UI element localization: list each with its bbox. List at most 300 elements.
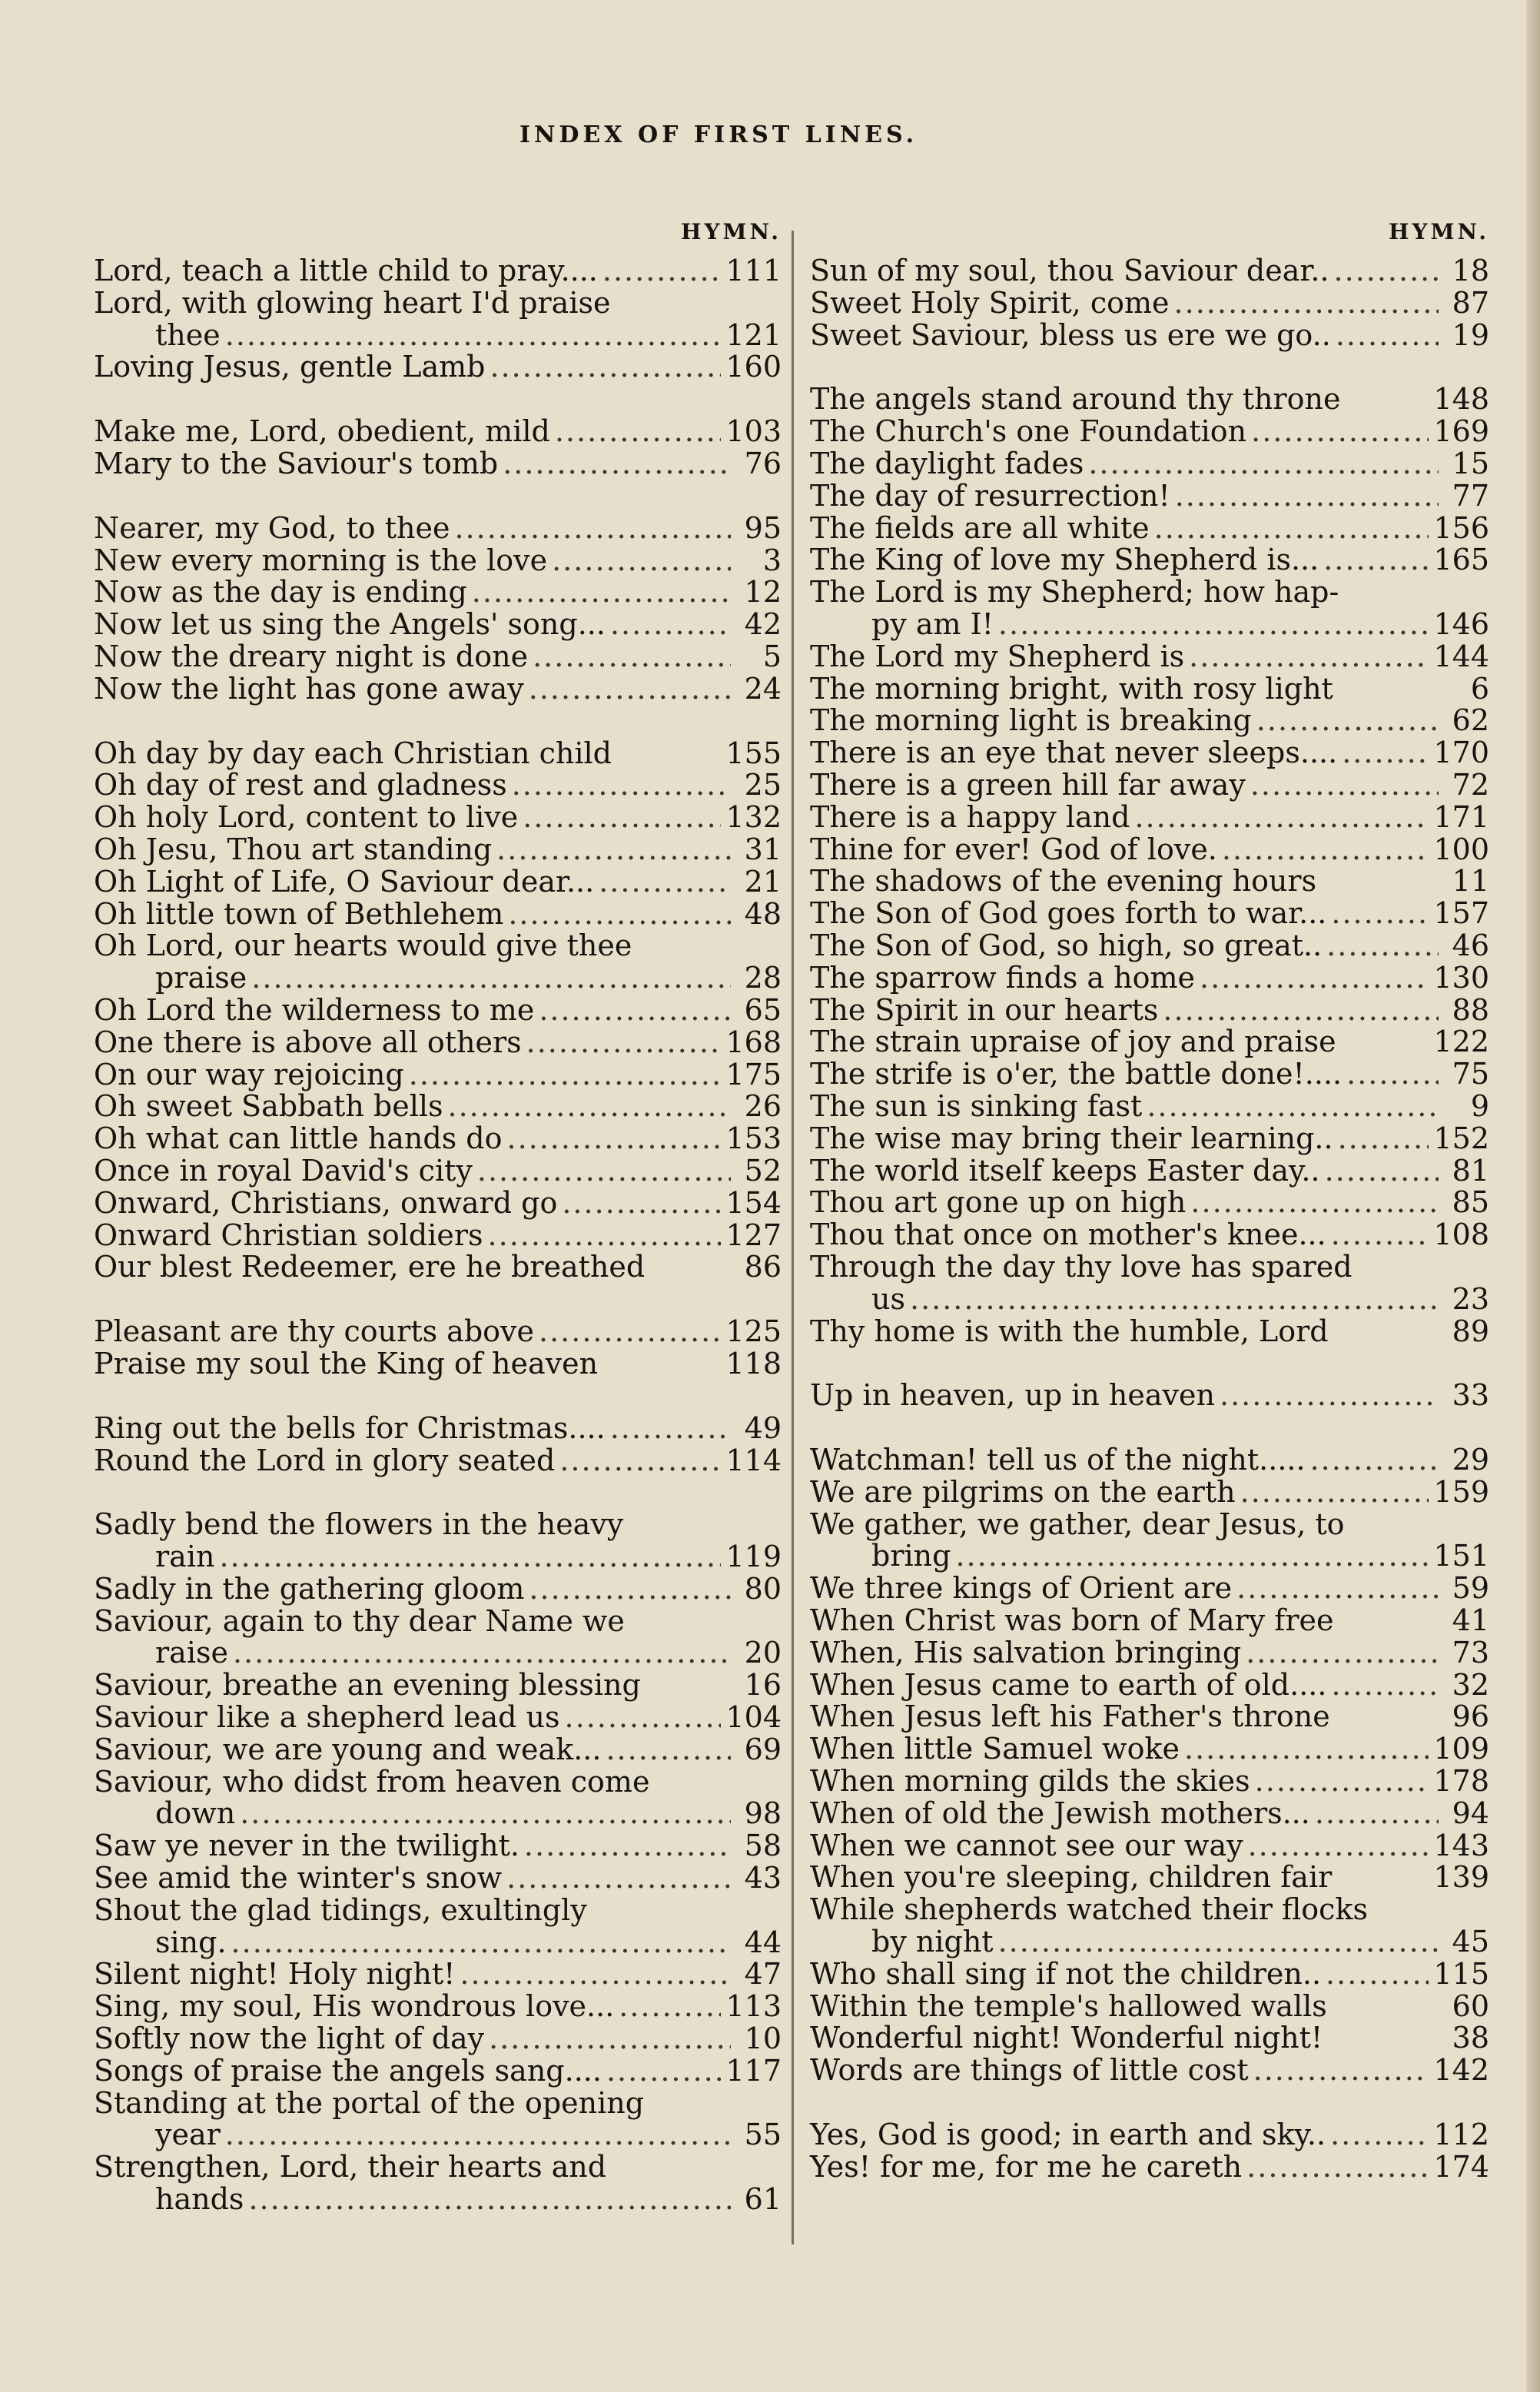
dot-leader [1154, 513, 1429, 545]
hymn-number: 41 [1452, 1603, 1489, 1638]
first-line-text: Who shall sing if not the children.. [810, 1956, 1322, 1991]
dot-leader [1323, 544, 1429, 576]
dot-leader [1250, 769, 1439, 802]
index-entry [94, 1027, 782, 1059]
hymn-number: 168 [725, 1025, 782, 1059]
first-line-text: Oh holy Lord, content to live [94, 800, 519, 835]
hymn-number: 48 [744, 896, 782, 931]
first-line-text: When Jesus came to earth of old.... [810, 1667, 1327, 1702]
entry-first-line [810, 1637, 1489, 1669]
hymn-number: 69 [744, 1732, 782, 1766]
first-line-text: The daylight fades [810, 446, 1084, 480]
entry-first-line [94, 545, 782, 577]
entry-continuation-line [94, 317, 782, 352]
hymn-number: 46 [1452, 928, 1489, 962]
first-line-text: Standing at the portal of the opening [94, 2085, 645, 2120]
first-line-text: thee [155, 317, 221, 352]
paper-edge [1526, 0, 1540, 2392]
first-line-text: The strife is o'er, the battle done!.... [810, 1057, 1343, 1091]
entry-first-line [94, 1445, 782, 1477]
index-entry [810, 1894, 1489, 1958]
dot-leader [251, 962, 731, 995]
index-entry [810, 737, 1489, 769]
dot-leader [248, 2184, 731, 2216]
dot-leader [506, 1123, 721, 1155]
index-entry [810, 799, 1489, 834]
first-line-text: praise [155, 961, 247, 995]
index-entry [94, 641, 782, 673]
hymn-number: 21 [744, 864, 782, 899]
hymn-number: 86 [744, 1250, 782, 1284]
first-line-text: hands [155, 2182, 244, 2217]
first-line-text: Now let us sing the Angels' song... [94, 607, 606, 642]
index-entry [810, 287, 1489, 320]
hymn-number: 115 [1433, 1956, 1489, 1991]
first-line-text: One there is above all others [94, 1025, 522, 1059]
index-entry [810, 1509, 1489, 1573]
hymn-number: 112 [1433, 2118, 1489, 2152]
entry-first-line [94, 255, 782, 287]
entry-first-line [810, 2055, 1489, 2087]
index-entry [94, 866, 782, 899]
entry-first-line [810, 384, 1489, 416]
hymn-number: 87 [1452, 285, 1489, 320]
first-line-text: Oh Lord the wilderness to me [94, 992, 535, 1027]
entry-first-line [94, 448, 782, 480]
index-entry [94, 448, 782, 480]
hymn-number: 156 [1433, 510, 1489, 545]
hymn-number: 20 [744, 1636, 782, 1670]
first-line-text: The strain upraise of joy and praise [810, 1025, 1336, 1059]
entry-first-line [810, 510, 1489, 545]
dot-leader [219, 1541, 721, 1573]
first-line-text: bring [871, 1539, 951, 1573]
index-entry [810, 2055, 1489, 2087]
entry-first-line [94, 287, 782, 320]
hymn-number: 154 [725, 1185, 782, 1220]
dot-leader [1175, 480, 1439, 513]
hymn-number: 159 [1433, 1474, 1489, 1509]
letter-group [94, 1509, 782, 2216]
index-entry [810, 705, 1489, 737]
dot-leader [1315, 1798, 1439, 1830]
dot-leader [955, 1540, 1429, 1573]
dot-leader [448, 1091, 732, 1123]
hymn-number: 103 [725, 414, 782, 449]
letter-group [810, 255, 1489, 351]
entry-first-line [810, 255, 1489, 287]
entry-first-line [810, 1219, 1489, 1251]
dot-leader [998, 609, 1429, 641]
dot-leader [1346, 1058, 1439, 1091]
index-entry [94, 1251, 782, 1284]
hymn-number: 6 [1470, 671, 1489, 706]
entry-continuation-line [810, 1281, 1489, 1316]
first-line-text: Loving Jesus, gentle Lamb [94, 350, 486, 384]
letter-group [94, 255, 782, 384]
dot-leader [1310, 1444, 1439, 1477]
hymn-number: 3 [762, 543, 782, 577]
dot-leader [539, 1316, 721, 1348]
hymn-number: 144 [1433, 639, 1489, 673]
entry-first-line [94, 1509, 782, 1541]
hymn-number: 28 [744, 961, 782, 995]
dot-leader [1248, 1830, 1429, 1862]
first-line-text: New every morning is the love [94, 543, 548, 577]
first-line-text: Now the light has gone away [94, 671, 524, 706]
first-line-text: Lord, teach a little child to pray.... [94, 254, 598, 287]
entry-first-line [94, 1766, 782, 1799]
hymn-number: 108 [1433, 1218, 1489, 1252]
entry-first-line [810, 1155, 1489, 1188]
index-entry [94, 738, 782, 770]
index-entry [94, 287, 782, 352]
entry-first-line [94, 1220, 782, 1252]
dot-leader [1338, 1123, 1429, 1155]
hymn-number: 26 [744, 1089, 782, 1124]
entry-continuation-line [94, 962, 782, 995]
entry-first-line [810, 834, 1489, 866]
entry-first-line [94, 2151, 782, 2184]
first-line-text: The Spirit in our hearts [810, 992, 1159, 1027]
first-line-text: py am I! [871, 606, 994, 641]
first-line-text: down [155, 1796, 236, 1831]
hymn-number: 118 [725, 1346, 782, 1380]
first-line-text: Saviour, who didst from heaven come [94, 1764, 650, 1799]
index-entry [94, 1445, 782, 1477]
entry-first-line [810, 1509, 1489, 1541]
entry-first-line [810, 930, 1489, 962]
first-line-text: The sparrow finds a home [810, 960, 1196, 995]
entry-first-line [94, 1603, 782, 1638]
hymn-number: 32 [1452, 1667, 1489, 1702]
hymn-number: 81 [1452, 1153, 1489, 1188]
hymn-number: 175 [725, 1057, 782, 1091]
first-line-text: We gather, we gather, dear Jesus, to [810, 1507, 1345, 1541]
entry-continuation-line [94, 1541, 782, 1573]
dot-leader [1325, 1155, 1439, 1188]
index-entry [94, 255, 782, 287]
dot-leader [910, 1284, 1439, 1316]
index-entry [810, 448, 1489, 480]
hymn-number: 60 [1452, 1988, 1489, 2023]
hymn-number: 38 [1452, 2021, 1489, 2055]
hymn-number: 117 [725, 2053, 782, 2088]
entry-first-line [810, 1701, 1489, 1733]
entry-continuation-line [810, 1926, 1489, 1958]
dot-leader [1222, 834, 1429, 866]
first-line-text: When we cannot see our way [810, 1828, 1243, 1862]
entry-first-line [810, 705, 1489, 737]
hymn-number: 127 [725, 1218, 782, 1252]
entry-first-line [810, 1251, 1489, 1284]
letter-group [94, 416, 782, 480]
hymn-number: 142 [1433, 2053, 1489, 2088]
entry-first-line [94, 1573, 782, 1606]
dot-leader [231, 1927, 731, 1959]
hymn-number: 153 [725, 1121, 782, 1156]
first-line-text: When Christ was born of Mary free [810, 1603, 1334, 1638]
hymn-number: 25 [744, 768, 782, 802]
entry-continuation-line [810, 606, 1489, 641]
index-entry [810, 1219, 1489, 1251]
entry-first-line [94, 2023, 782, 2055]
dot-leader [526, 1027, 722, 1059]
first-line-text: Round the Lord in glory seated [94, 1443, 556, 1477]
dot-leader [460, 1958, 731, 1991]
hymn-number: 114 [725, 1443, 782, 1477]
dot-leader [610, 609, 731, 641]
first-line-text: Mary to the Saviour's tomb [94, 446, 499, 480]
column-divider [792, 231, 794, 2244]
hymn-number: 77 [1452, 478, 1489, 513]
index-entry [810, 1733, 1489, 1766]
hymn-number: 132 [725, 800, 782, 835]
dot-leader [619, 1991, 721, 2023]
hymn-number: 111 [725, 254, 782, 287]
hymn-number: 96 [1452, 1699, 1489, 1734]
hymn-number: 73 [1452, 1635, 1489, 1669]
index-entry [94, 1220, 782, 1252]
entry-first-line [94, 1734, 782, 1766]
first-line-text: Saviour like a shepherd lead us [94, 1700, 560, 1735]
index-entry [810, 576, 1489, 641]
first-line-text: There is an eye that never sleeps.... [810, 736, 1338, 770]
hymn-number: 122 [1433, 1025, 1489, 1059]
entry-first-line [94, 1027, 782, 1059]
entry-first-line [94, 609, 782, 641]
first-line-text: Onward Christian soldiers [94, 1218, 483, 1252]
index-entry [810, 641, 1489, 673]
first-line-text: The King of love my Shepherd is... [810, 543, 1319, 577]
index-entry [810, 1830, 1489, 1862]
index-entry [94, 609, 782, 641]
hymn-number: 146 [1433, 606, 1489, 641]
dot-leader [1200, 962, 1429, 995]
dot-leader [1190, 1187, 1439, 1219]
index-entry [810, 255, 1489, 287]
first-line-text: Saviour, we are young and weak... [94, 1732, 602, 1766]
entry-first-line [810, 1766, 1489, 1798]
letter-group [810, 2119, 1489, 2184]
dot-leader [225, 320, 722, 352]
first-line-text: Sun of my soul, thou Saviour dear.. [810, 254, 1329, 287]
first-line-text: Up in heaven, up in heaven [810, 1378, 1215, 1413]
first-line-text: Silent night! Holy night! [94, 1957, 456, 1992]
entry-continuation-line [94, 2184, 782, 2216]
entry-first-line [94, 641, 782, 673]
dot-leader [610, 1413, 731, 1445]
index-entry [94, 1734, 782, 1766]
first-line-text: Softly now the light of day [94, 2022, 485, 2056]
entry-first-line [810, 769, 1489, 802]
index-entry [810, 384, 1489, 416]
index-entry [810, 1444, 1489, 1477]
entry-first-line [810, 576, 1489, 609]
hymn-number: 119 [725, 1540, 782, 1574]
entry-first-line [810, 641, 1489, 673]
dot-leader [1189, 641, 1429, 673]
entry-first-line [810, 2119, 1489, 2151]
dot-leader [552, 545, 731, 577]
index-entry [94, 1348, 782, 1380]
dot-leader [472, 576, 731, 609]
first-line-text: Wonderful night! Wonderful night! [810, 2021, 1323, 2055]
entry-first-line [810, 448, 1489, 480]
index-entry [810, 1251, 1489, 1316]
index-entry [94, 1958, 782, 1991]
first-line-text: Yes! for me, for me he careth [810, 2149, 1243, 2184]
index-entry [810, 1155, 1489, 1188]
right-column-header: HYMN. [1389, 219, 1489, 244]
dot-leader [555, 416, 722, 448]
entry-first-line [810, 1573, 1489, 1605]
right-column-entries [810, 255, 1489, 2184]
dot-leader [1220, 1380, 1439, 1412]
dot-leader [1330, 2119, 1429, 2151]
index-entry [94, 2023, 782, 2055]
entry-first-line [810, 962, 1489, 995]
entry-first-line [94, 1862, 782, 1895]
entry-first-line [810, 1187, 1489, 1219]
index-entry [810, 1474, 1489, 1509]
index-entry [94, 1185, 782, 1220]
entry-first-line [810, 1958, 1489, 1991]
dot-leader [506, 1862, 731, 1895]
first-line-text: The fields are all white [810, 510, 1150, 545]
first-line-text: We are pilgrims on the earth [810, 1474, 1236, 1509]
hymn-number: 160 [725, 350, 782, 384]
index-entry [94, 576, 782, 609]
dot-leader [1236, 1573, 1439, 1605]
dot-leader [490, 351, 722, 384]
entry-continuation-line [94, 2119, 782, 2151]
dot-leader [524, 1830, 731, 1862]
hymn-number: 9 [1470, 1088, 1489, 1123]
hymn-number: 19 [1452, 317, 1489, 352]
entry-first-line [94, 896, 782, 931]
hymn-number: 80 [744, 1571, 782, 1606]
index-entry [810, 416, 1489, 448]
first-line-text: Sweet Saviour, bless us ere we go.. [810, 317, 1331, 352]
entry-first-line [94, 1251, 782, 1284]
dot-leader [1331, 1669, 1439, 1702]
entry-first-line [94, 1410, 782, 1445]
entry-first-line [94, 2085, 782, 2120]
index-entry [810, 317, 1489, 352]
first-line-text: Watchman! tell us of the night..... [810, 1443, 1306, 1477]
index-entry [810, 1988, 1489, 2023]
entry-first-line [810, 1798, 1489, 1830]
dot-leader [477, 1155, 731, 1188]
hymn-number: 42 [744, 607, 782, 642]
dot-leader [1174, 287, 1439, 320]
index-entry [810, 930, 1489, 962]
index-entry [94, 1316, 782, 1348]
entry-first-line [94, 992, 782, 1027]
index-entry [94, 351, 782, 384]
first-line-text: See amid the winter's snow [94, 1861, 503, 1895]
entry-first-line [94, 351, 782, 384]
index-entry [810, 1187, 1489, 1219]
hymn-number: 16 [744, 1668, 782, 1703]
hymn-number: 109 [1433, 1732, 1489, 1766]
left-column-entries [94, 255, 782, 2216]
first-line-text: Through the day thy love has spared [810, 1249, 1352, 1284]
entry-first-line [810, 673, 1489, 706]
dot-leader [1336, 320, 1439, 352]
entry-first-line [94, 866, 782, 899]
first-line-text: Oh Jesu, Thou art standing [94, 832, 493, 866]
entry-first-line [810, 2022, 1489, 2055]
index-entry [810, 544, 1489, 576]
entry-first-line [94, 576, 782, 609]
entry-first-line [94, 1892, 782, 1927]
first-line-text: Words are things of little cost [810, 2053, 1249, 2088]
entry-first-line [94, 1702, 782, 1734]
first-line-text: Oh little town of Bethlehem [94, 896, 504, 931]
entry-first-line [810, 1862, 1489, 1894]
hymn-number: 104 [725, 1700, 782, 1735]
index-entry [94, 1603, 782, 1670]
index-entry [810, 1798, 1489, 1830]
dot-leader [1331, 1219, 1429, 1251]
index-entry [810, 1669, 1489, 1702]
entry-first-line [810, 1026, 1489, 1058]
hymn-number: 85 [1452, 1185, 1489, 1220]
first-line-text: Saviour, again to thy dear Name we [94, 1603, 625, 1638]
entry-first-line [810, 1605, 1489, 1637]
first-line-text: Within the temple's hallowed walls [810, 1988, 1327, 2023]
dot-leader [1147, 1091, 1439, 1123]
first-line-text: Saw ye never in the twilight. [94, 1829, 519, 1863]
first-line-text: Oh Lord, our hearts would give thee [94, 929, 632, 963]
dot-leader [562, 1188, 721, 1220]
entry-first-line [94, 673, 782, 706]
index-entry [810, 769, 1489, 802]
first-line-text: The Son of God, so high, so great.. [810, 928, 1323, 962]
entry-first-line [810, 898, 1489, 930]
hymn-number: 62 [1452, 703, 1489, 738]
hymn-number: 55 [744, 2118, 782, 2152]
index-entry [810, 1862, 1489, 1894]
entry-continuation-line [94, 1927, 782, 1959]
first-line-text: Oh day by day each Christian child [94, 736, 612, 770]
index-entry [810, 2151, 1489, 2184]
index-entry [94, 834, 782, 866]
dot-leader [606, 2055, 722, 2088]
first-line-text: us [871, 1281, 905, 1316]
entry-first-line [94, 802, 782, 834]
entry-first-line [810, 544, 1489, 576]
letter-group [94, 510, 782, 706]
dot-leader [523, 802, 721, 834]
entry-first-line [810, 1830, 1489, 1862]
first-line-text: When Jesus left his Father's throne [810, 1699, 1330, 1734]
index-entry [94, 2151, 782, 2216]
letter-group [810, 1380, 1489, 1412]
first-line-text: by night [871, 1925, 994, 1959]
hymn-number: 12 [744, 575, 782, 610]
index-entry [94, 416, 782, 448]
first-line-text: Shout the glad tidings, exultingly [94, 1892, 587, 1927]
first-line-text: Strengthen, Lord, their hearts and [94, 2150, 607, 2184]
entry-first-line [94, 1316, 782, 1348]
entry-continuation-line [94, 1798, 782, 1830]
entry-first-line [94, 510, 782, 545]
hymn-number: 76 [744, 446, 782, 480]
hymn-number: 125 [725, 1314, 782, 1349]
